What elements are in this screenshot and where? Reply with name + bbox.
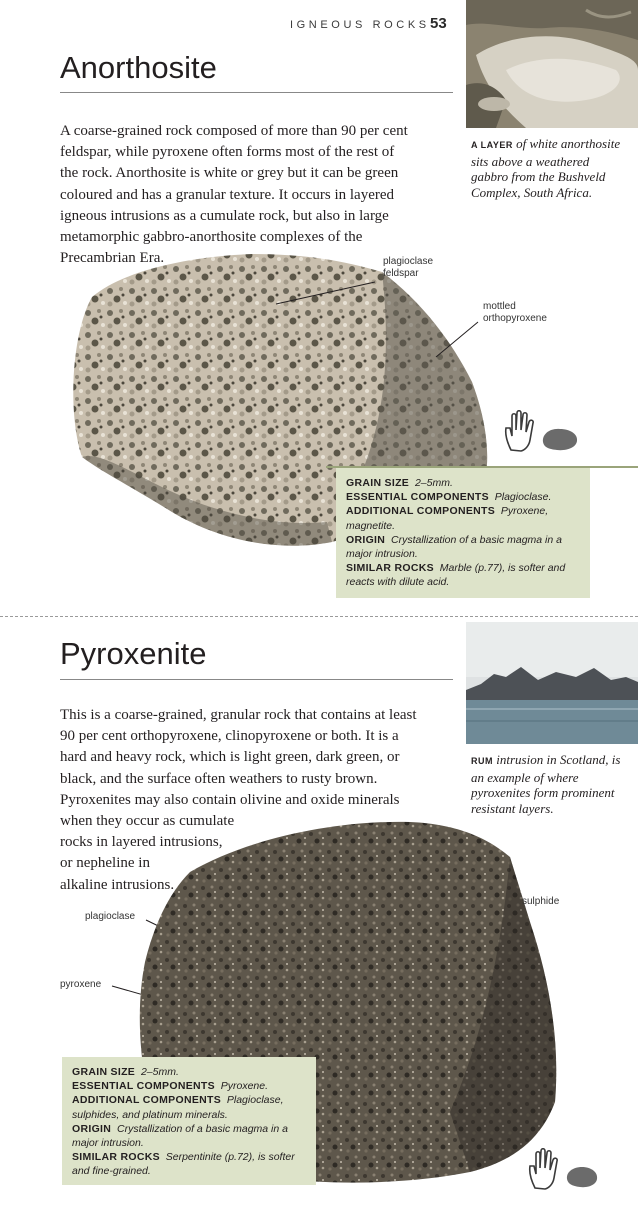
pyroxenite-description: This is a coarse-grained, granular rock that contains at least 90 per cent orthopyroxene, clinopyroxene or both. It is a hard and heavy rock, which is light green, dark green, or black, and the surface often weathers to rusty brown. Pyroxenites may also contain olivine and oxide minerals when they occur as cumulate rocks in layered intrusions, or nepheline in alkaline intrusions.	[60, 707, 417, 893]
anorthosite-description: A coarse-grained rock composed of more than 90 per cent feldspar, while pyroxene often forms most of the rest of the rock. Anorthosite is white or grey but it can be green coloured and has a granular texture. It occurs in layered igneous intrusions as a cumulate rock, but also in large metamorphic gabbro-anorthosite complexes of the Precambrian Era.	[60, 123, 408, 267]
pyroxenite-title: Pyroxenite	[60, 636, 207, 671]
section-divider	[0, 616, 638, 618]
pyroxenite-field-photo	[466, 622, 638, 744]
label-plagioclase: plagioclase	[85, 911, 136, 922]
anorthosite-photo-caption: A LAYER of white anorthosite sits above a weathered gabbro from the Bushveld Complex, South Africa.	[471, 136, 621, 200]
anorthosite-field-photo	[466, 0, 638, 128]
title-rule	[60, 679, 453, 680]
hand-icon	[503, 410, 537, 452]
label-pyroxene: pyroxene	[60, 979, 102, 990]
rock-sample-icon	[564, 1164, 600, 1190]
running-head: IGNEOUS ROCKS	[290, 19, 430, 31]
title-rule	[60, 92, 453, 93]
pyroxenite-facts-box: GRAIN SIZE 2–5mm. ESSENTIAL COMPONENTS Pyroxene. ADDITIONAL COMPONENTS Plagioclase, sulphides, and platinum minerals. ORIGIN Crystallization of a basic magma in a major intrusion. SIMILAR ROCKS Serpentinite (p.72), is softer and fine-grained.	[62, 1057, 316, 1185]
anorthosite-facts-box: GRAIN SIZE 2–5mm. ESSENTIAL COMPONENTS Plagioclase. ADDITIONAL COMPONENTS Pyroxene, magnetite. ORIGIN Crystallization of a basic magma in a major intrusion. SIMILAR ROCKS Marble (p.77), is softer and reacts with dilute acid.	[336, 468, 590, 598]
pyroxenite-photo-caption: RUM intrusion in Scotland, is an example of where pyroxenites form prominent resistant layers.	[471, 752, 621, 816]
label-mottled-orthopyroxene: mottled orthopyroxene	[483, 301, 547, 324]
label-sulphide: sulphide	[522, 896, 560, 907]
page-number: 53	[430, 15, 447, 32]
hand-icon	[527, 1148, 561, 1190]
label-plagioclase-feldspar: plagioclase feldspar	[383, 256, 434, 279]
rock-sample-icon	[540, 426, 580, 452]
anorthosite-title: Anorthosite	[60, 50, 217, 85]
